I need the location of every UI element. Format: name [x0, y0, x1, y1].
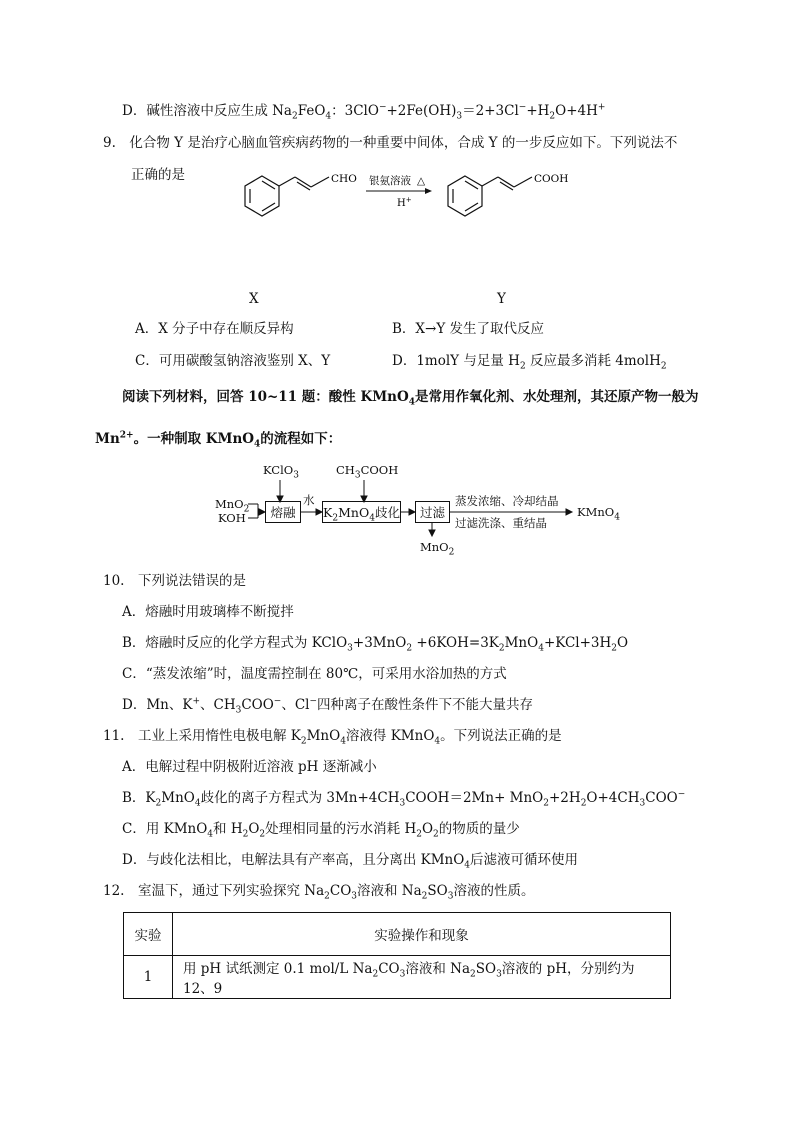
material-line2: $Mn^{2+}$。一种制取 KMnO$_4$的流程如下：	[95, 430, 342, 450]
q10-option-a: A．熔融时用玻璃棒不断搅拌	[122, 604, 294, 620]
step-box-disproportionation: $K_2MnO_4$歧化	[322, 501, 401, 523]
q10-option-d: D．Mn、K+、$CH_3COO^-$、Cl−四种离子在酸性条件下不能大量共存	[122, 696, 534, 716]
material-line1: 阅读下列材料，回答 10~11 题：酸性 KMnO$_4$是常用作氧化剂、水处理剂，其还原产物一般为	[122, 389, 699, 408]
cell-experiment-number: 1	[124, 956, 173, 999]
x-cho-group: CHO	[331, 173, 357, 185]
table-row	[124, 956, 671, 999]
q11-stem: 11. 工业上采用惰性电极电解 $K_2MnO_4$溶液得 KMnO$_4$。下列说法正确的是	[103, 728, 562, 747]
label-y: Y	[497, 291, 506, 307]
q10-option-b: B．熔融时反应的化学方程式为 KClO$_3$+3MnO$_2$ $+6KOH=3K_2MnO_4+KCl+3H_2O$	[122, 635, 629, 654]
input-mno2: MnO$_2$	[215, 497, 250, 515]
q9-option-d: D．1molY 与足量 $H_2$ 反应最多消耗 4molH$_2$	[392, 353, 667, 372]
label-filter-wash-recrystallize: 过滤洗涤、重结晶	[455, 516, 547, 530]
output-kmno4: KMnO$_4$	[577, 505, 620, 523]
q10-option-c: C．“蒸发浓缩”时，温度需控制在 80℃，可采用水浴加热的方式	[122, 666, 507, 682]
y-cooh-group: COOH	[534, 173, 569, 185]
q11-option-b: B．$K_2MnO_4$歧化的离子方程式为 $3Mn+4CH_3COOH=2Mn+ MnO_2+2H_2O+4CH_3COO^-$	[122, 789, 686, 809]
reagent-acid: H+	[397, 196, 412, 209]
q9-option-b: B．X→Y 发生了取代反应	[392, 321, 545, 337]
input-ch3cooh: $CH_3COOH$	[336, 463, 399, 481]
q12-stem: 12. 室温下，通过下列实验探究 $Na_2CO_3$溶液和 $Na_2SO_3$溶液的性质。	[103, 883, 535, 902]
structure-x	[245, 176, 329, 216]
byproduct-mno2: MnO$_2$	[420, 540, 455, 558]
structure-y	[448, 176, 532, 216]
step-box-fusion: 熔融	[265, 501, 301, 523]
q11-option-c: C．用 KMnO$_4$和 $H_2O_2$处理相同量的污水消耗 $H_2O_2$的物质的量少	[122, 821, 520, 840]
q9-option-a: A．X 分子中存在顺反异构	[135, 321, 294, 337]
reagent-silver-ammonia: 银氨溶液	[369, 175, 411, 187]
heat-symbol: △	[417, 175, 426, 187]
header-experiment: 实验	[124, 913, 173, 956]
experiment-table	[123, 912, 671, 999]
label-x: X	[249, 291, 259, 307]
q11-option-a: A．电解过程中阴极附近溶液 pH 逐渐减小	[122, 759, 377, 775]
q10-stem: 10. 下列说法错误的是	[103, 573, 246, 589]
q9-option-c: C．可用碳酸氢钠溶液鉴别 X、Y	[135, 353, 331, 369]
label-evaporate-crystallize: 蒸发浓缩、冷却结晶	[455, 494, 559, 508]
step-box-filtration: 过滤	[415, 501, 450, 523]
table-header-row	[124, 913, 671, 956]
header-operation: 实验操作和现象	[173, 913, 671, 956]
input-koh: KOH	[218, 511, 246, 525]
q8-option-d: D．碱性溶液中反应生成 $Na_2FeO_4$：$3ClO^-+2Fe(OH)_3=2+3Cl^-+H_2O+4H^+$	[122, 102, 606, 122]
q9-reaction-scheme	[225, 160, 605, 240]
q9-stem-line1: 9. 化合物 Y 是治疗心脑血管疾病药物的一种重要中间体，合成 Y 的一步反应如下。下列说法不	[103, 135, 678, 151]
cell-operation: 用 pH 试纸测定 0.1 mol/L $Na_2CO_3$溶液和 $Na_2SO_3$溶液的 pH，分别约为 12、9	[173, 956, 671, 999]
q9-stem-line2: 正确的是	[131, 167, 185, 183]
q11-option-d: D．与歧化法相比，电解法具有产率高，且分离出 KMnO$_4$后滤液可循环使用	[122, 852, 579, 871]
label-water: 水	[303, 493, 315, 507]
input-kclo3: KClO$_3$	[263, 463, 299, 481]
